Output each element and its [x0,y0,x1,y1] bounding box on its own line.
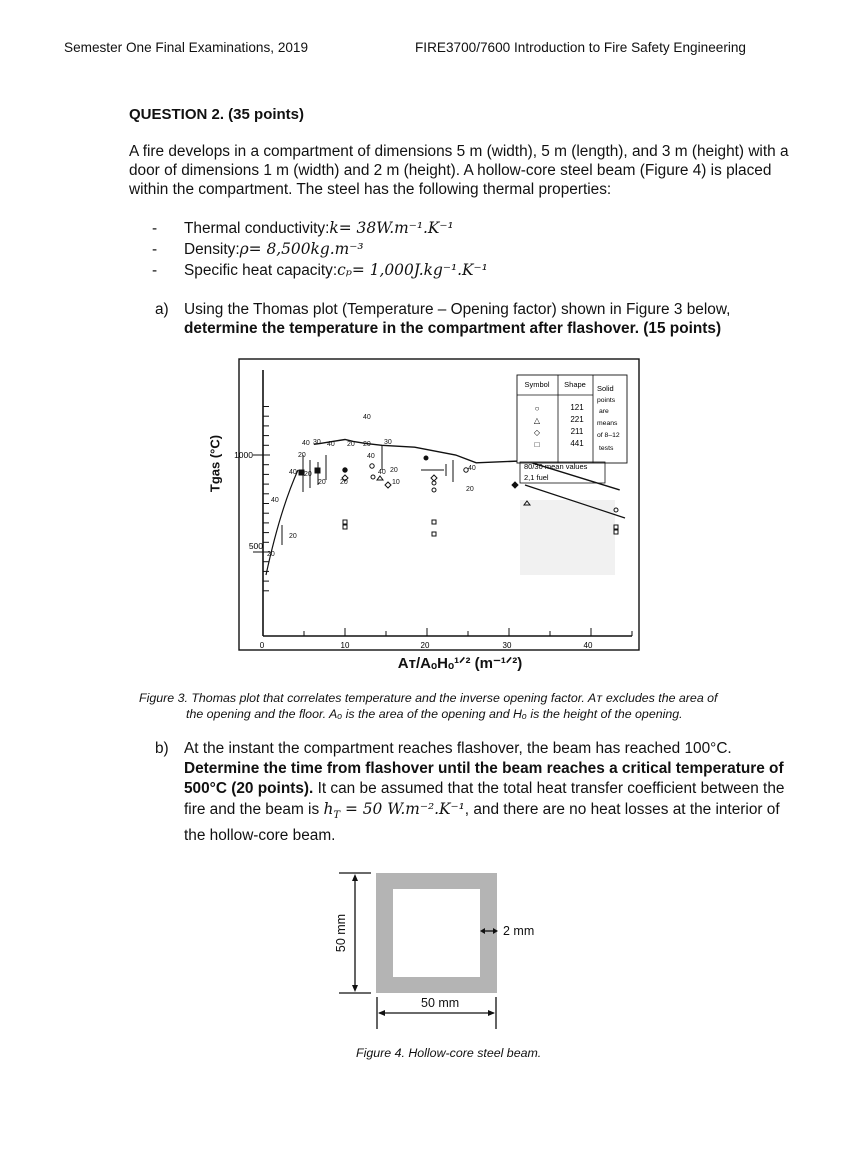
svg-text:of 8–12: of 8–12 [597,432,620,439]
svg-text:20: 20 [318,479,326,486]
svg-text:40: 40 [363,414,371,421]
svg-text:40: 40 [367,453,375,460]
property-units: J.kg⁻¹.K⁻¹ [413,261,488,279]
x-tick-label-10: 10 [340,641,350,650]
x-tick-label-40: 40 [583,641,593,650]
property-symbol: cₚ [337,261,352,279]
svg-text:2,1 fuel: 2,1 fuel [524,473,549,482]
svg-text:40: 40 [468,465,476,472]
svg-text:are: are [599,408,609,415]
scan-shading [520,500,615,575]
part-a-text: Using the Thomas plot (Temperature – Opening factor) shown in Figure 3 below, [184,301,731,318]
figure3-caption-line1: Figure 3. Thomas plot that correlates temperature and the inverse opening factor. Aᴛ excludes the area of [139,691,718,705]
part-b-bold: Determine the time from flashover until the beam reaches a critical temperature of 500°C (20 points). [184,760,784,797]
part-b-h-value: = 50 W.m⁻².K⁻¹ [340,800,465,818]
property-symbol: k [329,219,339,237]
svg-text:tests: tests [599,445,614,452]
property-value: = 1,000 [351,261,414,279]
svg-text:□: □ [534,440,540,449]
figure4-caption: Figure 4. Hollow-core steel beam. [356,1046,542,1060]
svg-text:10: 10 [392,479,400,486]
property-density [152,239,488,260]
part-b-text1: At the instant the compartment reaches flashover, the beam has reached 100°C. [184,740,732,757]
width-label: 50 mm [421,996,460,1010]
part-b-text3: , and there are no heat losses at the interior of the hollow-core beam. [184,801,780,845]
svg-text:20: 20 [304,471,312,478]
height-label: 50 mm [334,913,348,953]
svg-text:40: 40 [302,440,310,447]
bullet: - [152,262,158,279]
header-right: FIRE3700/7600 Introduction to Fire Safety Engineering [415,40,746,55]
svg-text:△: △ [533,416,541,425]
svg-text:441: 441 [570,439,584,448]
svg-text:Shape: Shape [564,380,586,389]
property-conductivity [152,218,488,239]
svg-text:○: ○ [534,404,540,413]
svg-text:211: 211 [570,427,584,436]
property-units: kg.m⁻³ [310,240,364,258]
part-a-label: a) [155,301,169,318]
svg-text:30: 30 [384,439,392,446]
svg-text:means: means [597,420,618,427]
part-b-h-sub: T [333,810,341,822]
svg-text:20: 20 [298,452,306,459]
svg-text:80/30 mean values: 80/30 mean values [524,462,588,471]
svg-text:points: points [597,397,616,404]
svg-text:◇: ◇ [533,428,541,437]
svg-text:Solid: Solid [597,384,614,393]
x-tick-label-30: 30 [502,641,512,650]
svg-text:20: 20 [390,467,398,474]
svg-text:40: 40 [271,497,279,504]
bullet: - [152,220,158,237]
y-axis-label: Tgas (°C) [207,434,223,493]
svg-text:Symbol: Symbol [524,380,550,389]
bullet: - [152,241,158,258]
property-label: Specific heat capacity: [184,262,338,279]
svg-text:20: 20 [267,551,275,558]
y-tick-label-1000: 1000 [234,450,253,460]
svg-text:20: 20 [466,486,474,493]
svg-text:20: 20 [340,479,348,486]
y-axis-label-wrap [199,434,227,680]
x-tick-label-20: 20 [420,641,430,650]
property-value: = 8,500 [248,240,311,258]
svg-text:20: 20 [363,441,371,448]
svg-text:40: 40 [327,441,335,448]
question-title: QUESTION 2. (35 points) [129,106,305,123]
figure3-caption-line2: the opening and the floor. Aₒ is the area of the opening and Hₒ is the height of the opening. [186,707,683,721]
svg-text:40: 40 [378,469,386,476]
x-tick-label-0: 0 [259,641,265,650]
part-b-h-symbol: h [323,800,334,818]
thickness-label: 2 mm [503,924,535,938]
property-heat-capacity [152,260,488,281]
part-b-text2: It can be assumed that the total heat transfer coefficient between the fire and the beam is [184,780,785,818]
property-units: W.m⁻¹.K⁻¹ [376,219,454,237]
svg-text:20: 20 [289,533,297,540]
y-tick-label-500: 500 [248,541,263,551]
part-a-bold: determine the temperature in the compartment after flashover. (15 points) [184,320,722,337]
beam-inner [393,889,480,977]
property-value: = 38 [338,219,377,237]
question-intro: A fire develops in a compartment of dimensions 5 m (width), 5 m (length), and 3 m (height) with a door of dimensions 1 m (width) and 2 m (height). A hollow-core steel beam (Figure 4) is placed within the compartment. The steel has the following thermal properties: [129,143,789,198]
property-label: Density: [184,241,240,258]
x-axis-label: Aᴛ/AₒHₒ¹ᐟ² (m⁻¹ᐟ²) [397,655,523,672]
svg-text:221: 221 [570,415,584,424]
properties-list [152,218,488,281]
header-left: Semester One Final Examinations, 2019 [64,40,309,55]
svg-text:121: 121 [570,403,584,412]
property-label: Thermal conductivity: [184,220,330,237]
part-b-label: b) [155,740,169,757]
svg-text:20: 20 [347,441,355,448]
thomas-plot [196,355,646,675]
svg-text:30: 30 [313,439,321,446]
property-symbol: ρ [239,240,249,258]
svg-text:40: 40 [289,469,297,476]
